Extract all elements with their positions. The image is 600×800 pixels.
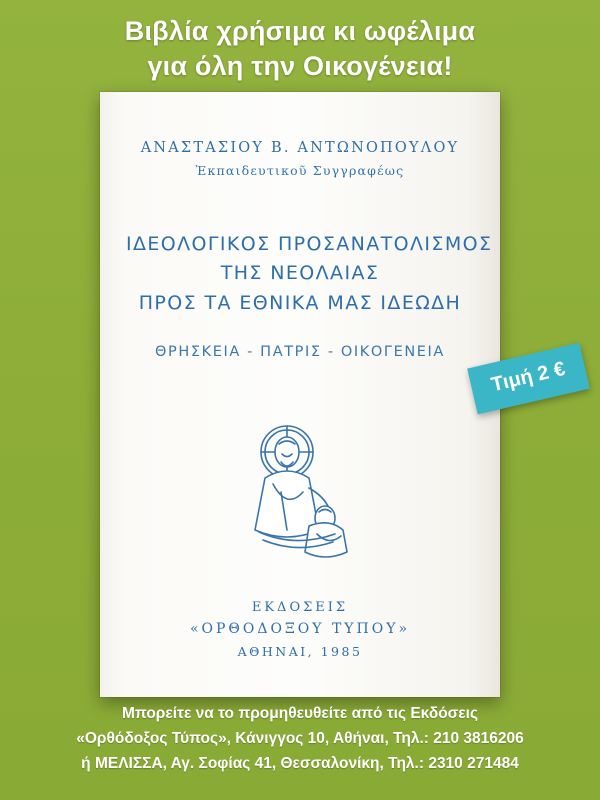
book-author-subtitle: Ἐκπαιδευτικοῦ Συγγραφέως xyxy=(195,163,405,178)
price-badge: Τιμή 2 € xyxy=(467,343,590,415)
headline-line-1: Βιβλία χρήσιμα κι ωφέλιμα xyxy=(124,16,476,46)
book-title-line-1: ΙΔΕΟΛΟΓΙΚΟΣ ΠΡΟΣΑΝΑΤΟΛΙΣΜΟΣ xyxy=(126,233,493,255)
footer-line-2: «Ορθόδοξος Τύπος», Κάνιγγος 10, Αθήναι, Τηλ.: 210 3816206 xyxy=(76,729,524,747)
book-title-line-3: ΠΡΟΣ ΤΑ ΕΘΝΙΚΑ ΜΑΣ ΙΔΕΩΔΗ xyxy=(138,291,462,314)
headline-line-2: για όλη την Οικογένεια! xyxy=(147,50,453,81)
publisher-city-year: ΑΘΗΝΑΙ, 1985 xyxy=(237,644,363,659)
book-title xyxy=(126,230,493,318)
christ-blessing-child-icon xyxy=(225,414,375,584)
book-author: ΑΝΑΣΤΑΣΙΟΥ Β. ΑΝΤΩΝΟΠΟΥΛΟΥ xyxy=(140,140,460,156)
poster-headline xyxy=(0,14,600,83)
cover-illustration xyxy=(100,414,500,584)
book-title-line-2: ΤΗΣ ΝΕΟΛΑΙΑΣ xyxy=(220,262,380,285)
poster-footer xyxy=(0,701,600,776)
footer-line-3: ή ΜΕΛΙΣΣΑ, Αγ. Σοφίας 41, Θεσσαλονίκη, Τηλ.: 2310 271484 xyxy=(81,754,519,772)
book-subtitle: ΘΡΗΣΚΕΙΑ - ΠΑΤΡΙΣ - ΟΙΚΟΓΕΝΕΙΑ xyxy=(155,344,445,361)
publisher-label: ΕΚΔΟΣΕΙΣ xyxy=(251,600,349,615)
book-cover xyxy=(100,92,500,697)
book-publisher xyxy=(100,600,500,659)
publisher-name: «ΟΡΘΟΔΟΞΟΥ ΤΥΠΟΥ» xyxy=(189,621,411,637)
book-cover-content xyxy=(100,92,500,697)
footer-line-1: Μπορείτε να το προμηθευθείτε από τις Εκδόσεις xyxy=(121,704,479,722)
